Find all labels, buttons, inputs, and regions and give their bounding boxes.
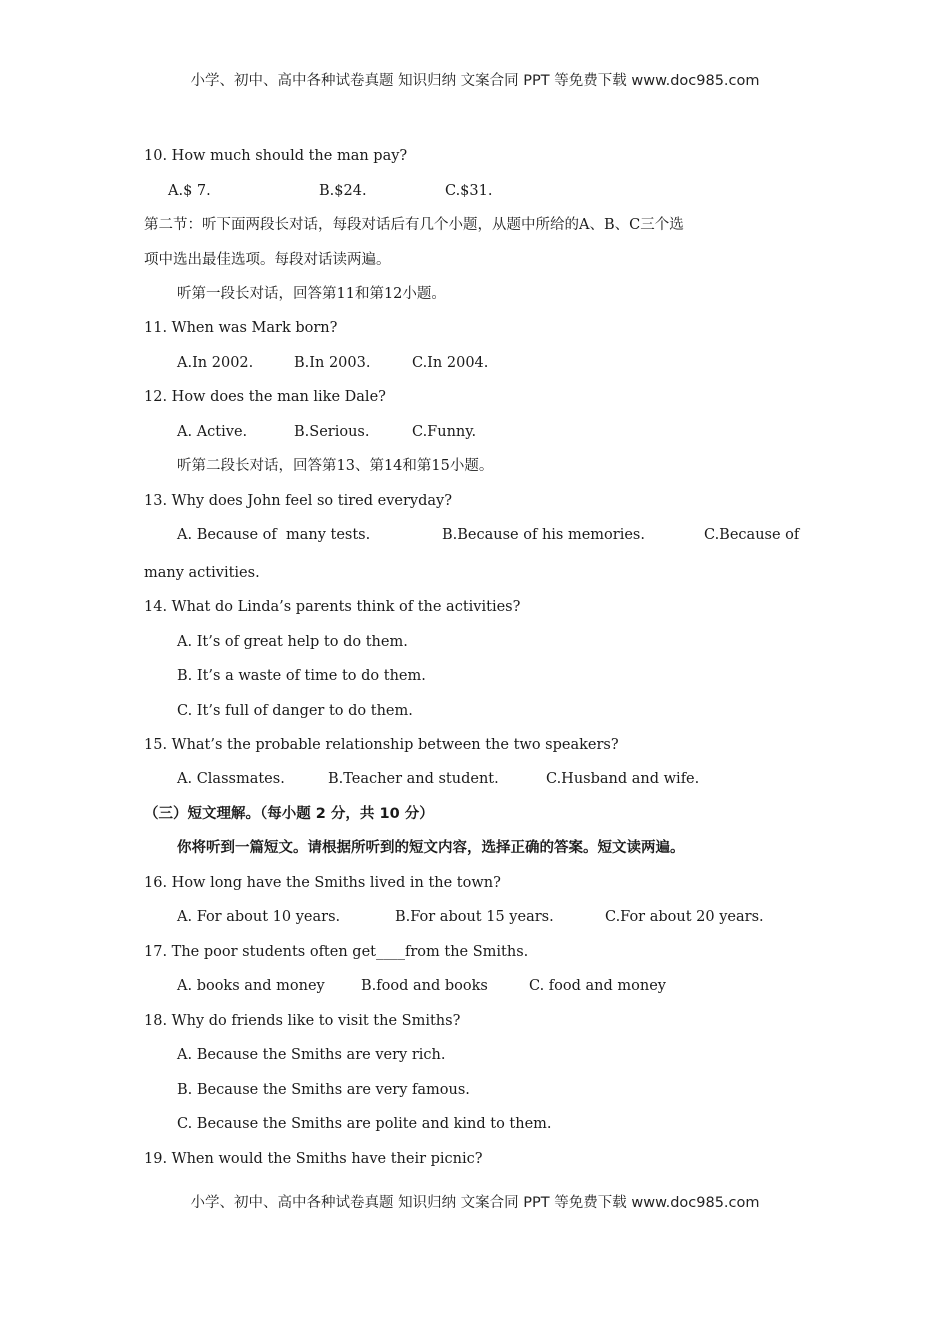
question-14-option-c: C. It’s full of danger to do them.	[177, 703, 413, 719]
question-16-option-b: B.For about 15 years.	[395, 909, 554, 925]
question-17-option-b: B.food and books	[361, 978, 488, 994]
question-17-stem: 17. The poor students often get____from the Smiths.	[144, 944, 529, 960]
question-14-option-a: A. It’s of great help to do them.	[177, 634, 408, 650]
question-13-option-b: B.Because of his memories.	[442, 527, 645, 543]
question-14-option-b: B. It’s a waste of time to do them.	[177, 668, 426, 684]
dialog-2-instruction: 听第二段长对话，回答第13、第14和第15小题。	[177, 458, 494, 474]
question-11-option-c: C.In 2004.	[412, 355, 489, 371]
question-17-option-c: C. food and money	[529, 978, 666, 994]
question-10-option-c: C.$31.	[445, 183, 493, 199]
section-2-intro-line-1: 第二节：听下面两段长对话，每段对话后有几个小题，从题中所给的A、B、C三个选	[144, 217, 684, 233]
question-15-stem: 15. What’s the probable relationship between the two speakers?	[144, 737, 619, 753]
section-3-instruction: 你将听到一篇短文。请根据所听到的短文内容，选择正确的答案。短文读两遍。	[177, 840, 685, 856]
question-13-option-c-continued: many activities.	[144, 565, 260, 581]
dialog-1-instruction: 听第一段长对话，回答第11和第12小题。	[177, 286, 446, 302]
question-15-option-c: C.Husband and wife.	[546, 771, 700, 787]
question-16-stem: 16. How long have the Smiths lived in the town?	[144, 875, 501, 891]
question-11-option-b: B.In 2003.	[294, 355, 371, 371]
question-17-option-a: A. books and money	[177, 978, 325, 994]
question-12-option-b: B.Serious.	[294, 424, 370, 440]
question-13-stem: 13. Why does John feel so tired everyday?	[144, 493, 452, 509]
question-16-option-a: A. For about 10 years.	[177, 909, 341, 925]
page-header: 小学、初中、高中各种试卷真题 知识归纳 文案合同 PPT 等免费下载 www.doc985.com	[190, 73, 760, 89]
question-11-option-a: A.In 2002.	[177, 355, 254, 371]
question-12-option-a: A. Active.	[177, 424, 248, 440]
section-3-title: （三）短文理解。（每小题 2 分，共 10 分）	[144, 806, 434, 822]
question-12-option-c: C.Funny.	[412, 424, 477, 440]
question-11-stem: 11. When was Mark born?	[144, 320, 338, 336]
question-18-option-b: B. Because the Smiths are very famous.	[177, 1082, 470, 1098]
section-2-intro-line-2: 项中选出最佳选项。每段对话读两遍。	[144, 252, 391, 268]
question-18-option-c: C. Because the Smiths are polite and kind to them.	[177, 1116, 552, 1132]
question-18-stem: 18. Why do friends like to visit the Smiths?	[144, 1013, 461, 1029]
question-19-stem: 19. When would the Smiths have their picnic?	[144, 1151, 483, 1167]
question-15-option-b: B.Teacher and student.	[328, 771, 499, 787]
question-13-option-c: C.Because of	[704, 527, 800, 543]
question-10-option-a: A.$ 7.	[168, 183, 211, 199]
question-10-option-b: B.$24.	[319, 183, 367, 199]
question-10-stem: 10. How much should the man pay?	[144, 148, 408, 164]
question-14-stem: 14. What do Linda’s parents think of the activities?	[144, 599, 521, 615]
question-12-stem: 12. How does the man like Dale?	[144, 389, 386, 405]
question-16-option-c: C.For about 20 years.	[605, 909, 764, 925]
question-13-option-a: A. Because of many tests.	[177, 527, 371, 543]
question-15-option-a: A. Classmates.	[177, 771, 285, 787]
question-18-option-a: A. Because the Smiths are very rich.	[177, 1047, 446, 1063]
page-footer: 小学、初中、高中各种试卷真题 知识归纳 文案合同 PPT 等免费下载 www.doc985.com	[190, 1195, 760, 1211]
